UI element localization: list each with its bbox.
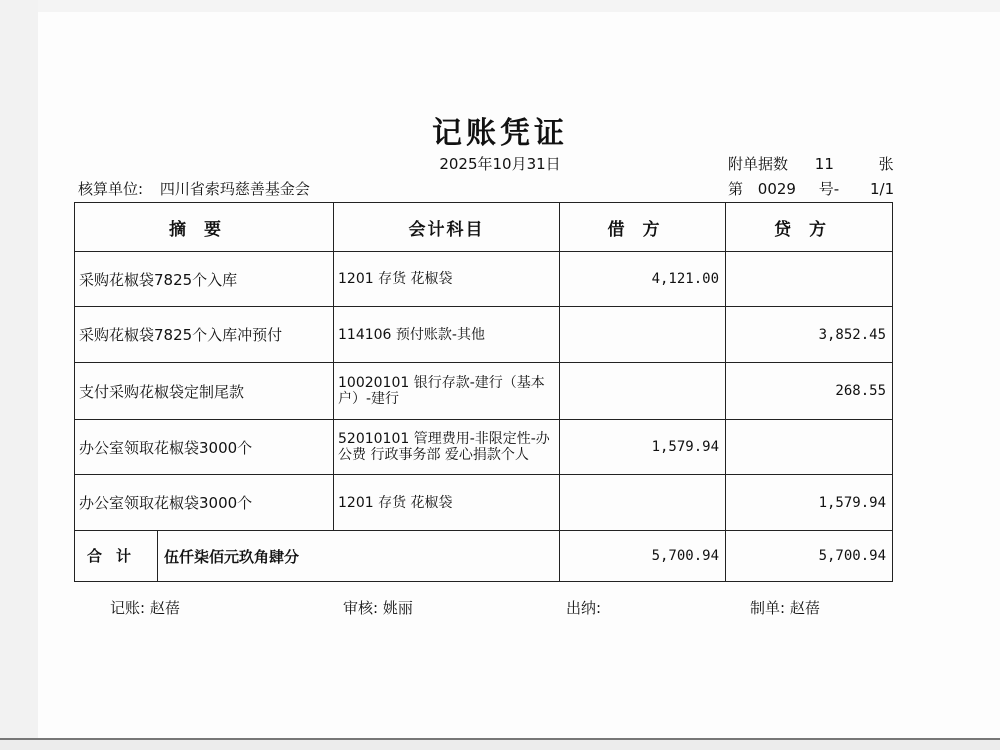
cashier-signature (566, 597, 601, 618)
total-debit: 5,700.94 (560, 531, 726, 582)
entry-credit (726, 420, 893, 475)
total-credit: 5,700.94 (726, 531, 893, 582)
accounting-unit (78, 178, 310, 199)
entry-debit (560, 475, 726, 531)
reviewer-label: 审核: (343, 599, 379, 617)
attachment-count (728, 153, 894, 174)
entry-summary: 办公室领取花椒袋3000个 (75, 420, 334, 475)
scan-edge-top (0, 0, 1000, 12)
no-value: 0029 (757, 180, 796, 198)
header-summary: 摘要 (75, 203, 334, 252)
total-label: 合计 (75, 531, 158, 581)
no-suffix: 号- (818, 180, 840, 198)
attach-label: 附单据数 (728, 155, 789, 173)
entry-account: 52010101 管理费用-非限定性-办公费 行政事务部 爱心捐款个人 (334, 420, 560, 475)
entry-summary: 办公室领取花椒袋3000个 (75, 475, 334, 531)
entry-account: 10020101 银行存款-建行（基本户）-建行 (334, 363, 560, 420)
no-prefix: 第 (728, 180, 744, 198)
attach-unit: 张 (878, 155, 894, 173)
entry-row (75, 307, 893, 363)
entry-credit (726, 252, 893, 307)
attach-count: 11 (814, 155, 834, 173)
header-debit: 借方 (560, 203, 726, 252)
scan-edge-line (0, 738, 1000, 740)
preparer-signature (750, 597, 820, 618)
unit-label: 核算单位: (78, 180, 144, 198)
entry-debit: 4,121.00 (560, 252, 726, 307)
preparer-label: 制单: (750, 599, 786, 617)
entry-debit: 1,579.94 (560, 420, 726, 475)
entry-row (75, 475, 893, 531)
entry-summary: 支付采购花椒袋定制尾款 (75, 363, 334, 420)
entry-debit (560, 363, 726, 420)
entry-summary: 采购花椒袋7825个入库冲预付 (75, 307, 334, 363)
header-account: 会计科目 (334, 203, 560, 252)
header-row (75, 203, 893, 252)
header-credit: 贷方 (726, 203, 893, 252)
entry-row (75, 363, 893, 420)
entry-account: 114106 预付账款-其他 (334, 307, 560, 363)
entry-debit (560, 307, 726, 363)
bookkeeper-signature (110, 597, 180, 618)
entry-credit: 3,852.45 (726, 307, 893, 363)
preparer-name: 赵蓓 (789, 599, 820, 617)
entry-credit: 268.55 (726, 363, 893, 420)
entry-row (75, 252, 893, 307)
voucher-date: 2025年10月31日 (439, 155, 561, 173)
entry-account: 1201 存货 花椒袋 (334, 475, 560, 531)
reviewer-name: 姚丽 (382, 599, 413, 617)
entry-row (75, 420, 893, 475)
entry-credit: 1,579.94 (726, 475, 893, 531)
voucher-number (728, 178, 894, 199)
voucher-table (74, 202, 893, 582)
voucher-title: 记账凭证 (432, 116, 568, 151)
total-amount-words: 伍仟柒佰元玖角肆分 (164, 547, 300, 566)
cashier-label: 出纳: (566, 599, 602, 617)
page-number: 1/1 (869, 180, 895, 198)
bookkeeper-name: 赵蓓 (149, 599, 180, 617)
total-row (75, 531, 893, 582)
reviewer-signature (343, 597, 413, 618)
total-label-cell (75, 531, 560, 582)
entry-account: 1201 存货 花椒袋 (334, 252, 560, 307)
entry-summary: 采购花椒袋7825个入库 (75, 252, 334, 307)
bookkeeper-label: 记账: (110, 599, 146, 617)
unit-name: 四川省索玛慈善基金会 (159, 180, 310, 198)
